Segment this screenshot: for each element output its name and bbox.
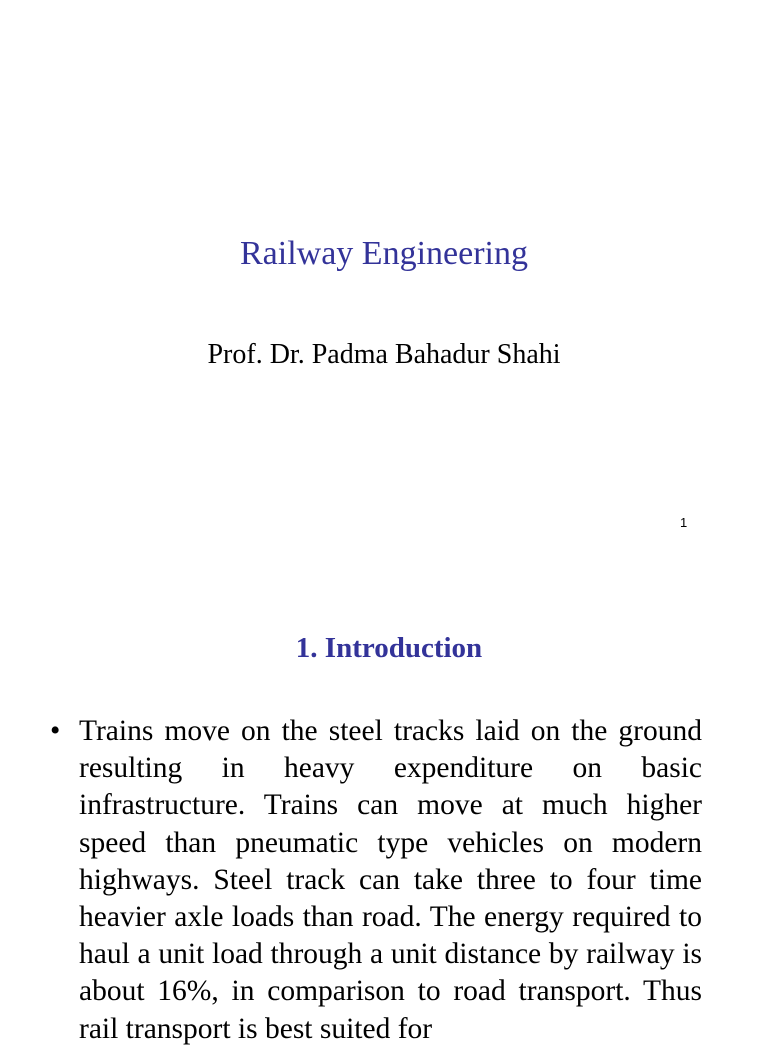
bullet-text: Trains move on the steel tracks laid on the ground resulting in heavy expenditure on basic infrastructure. Trains can move at much higher speed than pneumatic type vehicles on modern highways. Steel track can take three to four time heavier axle loads than road. The energy required to haul a unit load through a unit distance by railway is about 16%, in comparison to road transport. Thus rail transport is best suited for [79,715,702,1045]
slide-title: Railway Engineering [240,235,528,272]
bullet-item [50,713,702,1048]
section-heading: 1. Introduction [295,632,483,664]
bullet-list [50,713,702,1048]
author-name: Prof. Dr. Padma Bahadur Shahi [207,339,561,370]
bullet-dot-icon: • [50,715,61,747]
page-number: 1 [680,515,688,530]
